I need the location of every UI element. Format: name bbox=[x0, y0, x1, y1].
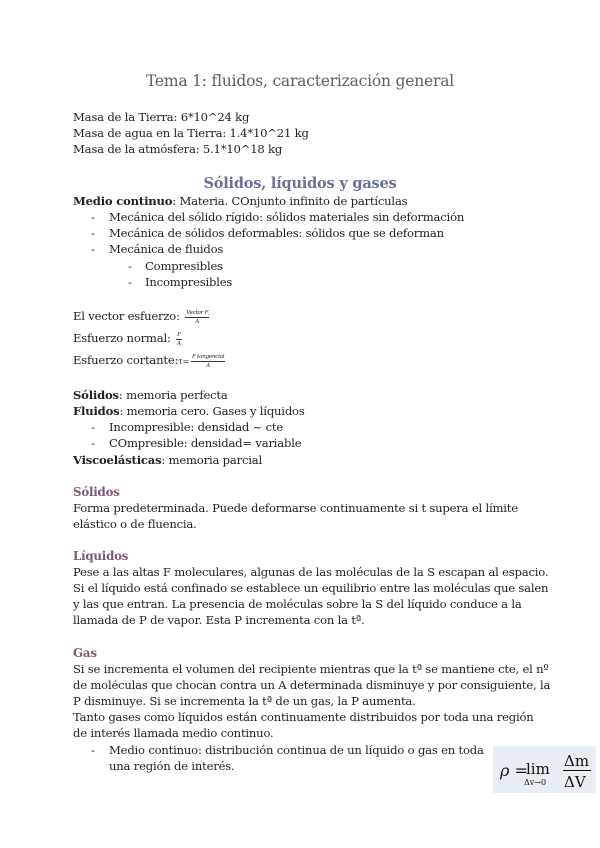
sub-list-item: Compresibles bbox=[145, 259, 223, 273]
formula-numerator: Δm bbox=[564, 752, 590, 770]
fluidos-memoria-text: : memoria cero. Gases y líquidos bbox=[119, 404, 305, 418]
esfuerzo-cortante-fraction bbox=[191, 354, 225, 369]
fraction-denominator: A bbox=[206, 362, 211, 369]
viscoelasticas-text: : memoria parcial bbox=[161, 453, 262, 467]
fraction-numerator: F bbox=[177, 331, 181, 338]
gas-heading: Gas bbox=[73, 646, 97, 660]
intro-line-atmosphere-mass: Masa de la atmósfera: 5.1*10^18 kg bbox=[73, 142, 283, 156]
density-formula-image bbox=[493, 746, 596, 793]
paragraph-line: de moléculas que chocan contra un A determinada disminuye y por consiguiente, la bbox=[73, 678, 551, 692]
fraction-denominator: A bbox=[177, 340, 181, 347]
fraction-numerator: Vector F bbox=[186, 309, 209, 316]
viscoelasticas-label: Viscoelásticas bbox=[73, 453, 162, 467]
formula-lim: lim bbox=[526, 760, 550, 778]
section-title: Sólidos, líquidos y gases bbox=[203, 175, 397, 192]
page-title: Tema 1: fluidos, caracterización general bbox=[145, 72, 455, 90]
list-item: COmpresible: densidad= variable bbox=[109, 436, 302, 450]
fraction-denominator: A bbox=[195, 318, 200, 325]
vector-esfuerzo-line bbox=[73, 308, 209, 325]
esfuerzo-cortante-label: Esfuerzo cortante: bbox=[73, 353, 179, 367]
solidos-label: Sólidos bbox=[73, 388, 119, 402]
medio-continuo-text: : Materia. COnjunto infinito de partículas bbox=[172, 194, 408, 208]
esfuerzo-cortante-line bbox=[73, 352, 225, 370]
vector-esfuerzo-fraction bbox=[185, 310, 209, 325]
bullet-dash: - bbox=[91, 420, 95, 434]
medio-continuo-label: Medio continuo bbox=[73, 194, 173, 208]
viscoelasticas-line bbox=[73, 452, 262, 468]
list-item: Incompresible: densidad ~ cte bbox=[109, 420, 284, 434]
bullet-dash: - bbox=[91, 242, 95, 256]
esfuerzo-normal-label: Esfuerzo normal: bbox=[73, 331, 175, 345]
esfuerzo-normal-line bbox=[73, 330, 182, 347]
bullet-dash: - bbox=[91, 210, 95, 224]
paragraph-line: y las que entran. La presencia de moléculas sobre la S del líquido conduce a la bbox=[73, 597, 522, 611]
list-item: Mecánica de fluidos bbox=[109, 242, 224, 256]
bullet-dash: - bbox=[91, 743, 95, 757]
intro-line-earth-mass: Masa de la Tierra: 6*10^24 kg bbox=[73, 110, 250, 124]
list-item: Mecánica del sólido rígido: sólidos materiales sin deformación bbox=[109, 210, 465, 224]
tau-symbol: τ= bbox=[178, 357, 189, 366]
sub-list-item: Incompresibles bbox=[145, 275, 233, 289]
solidos-memoria-line bbox=[73, 387, 228, 403]
paragraph-line: P disminuye. Si se incrementa la tª de un gas, la P aumenta. bbox=[73, 694, 416, 708]
paragraph-line: Pese a las altas F moleculares, algunas de las moléculas de la S escapan al espacio. bbox=[73, 565, 549, 579]
paragraph-line: Si se incrementa el volumen del recipiente mientras que la tª se mantiene cte, el nº bbox=[73, 662, 549, 676]
paragraph-line: de interés llamada medio continuo. bbox=[73, 726, 274, 740]
esfuerzo-normal-fraction bbox=[176, 332, 182, 347]
paragraph-line: Forma predeterminada. Puede deformarse continuamente si t supera el límite bbox=[73, 501, 518, 515]
formula-rho: ρ = bbox=[500, 761, 528, 780]
bullet-dash: - bbox=[91, 436, 95, 450]
paragraph-line: Tanto gases como líquidos están continuamente distribuidos por toda una región bbox=[73, 710, 534, 724]
fluidos-memoria-line bbox=[73, 403, 305, 419]
list-item: Medio continuo: distribución continua de un líquido o gas en toda bbox=[109, 743, 484, 757]
list-item-continuation: una región de interés. bbox=[109, 759, 235, 773]
formula-lim-subscript: Δv→0 bbox=[524, 778, 547, 787]
solidos-memoria-text: : memoria perfecta bbox=[118, 388, 228, 402]
liquidos-heading: Líquidos bbox=[73, 549, 129, 563]
fraction-numerator: F tangencial bbox=[191, 353, 225, 360]
bullet-dash: - bbox=[128, 259, 132, 273]
bullet-dash: - bbox=[128, 275, 132, 289]
intro-line-water-mass: Masa de agua en la Tierra: 1.4*10^21 kg bbox=[73, 126, 309, 140]
medio-continuo-definition bbox=[73, 193, 407, 209]
paragraph-line: llamada de P de vapor. Esta P incrementa con la tª. bbox=[73, 613, 365, 627]
list-item: Mecánica de sólidos deformables: sólidos que se deforman bbox=[109, 226, 444, 240]
solidos-heading: Sólidos bbox=[73, 485, 120, 499]
fluidos-label: Fluidos bbox=[73, 404, 120, 418]
vector-esfuerzo-label: El vector esfuerzo: bbox=[73, 309, 184, 323]
bullet-dash: - bbox=[91, 226, 95, 240]
formula-fraction-bar bbox=[563, 770, 591, 771]
formula-denominator: ΔV bbox=[564, 773, 586, 791]
paragraph-line: elástico o de fluencia. bbox=[73, 517, 197, 531]
paragraph-line: Si el líquido está confinado se establece un equilibrio entre las moléculas que salen bbox=[73, 581, 549, 595]
